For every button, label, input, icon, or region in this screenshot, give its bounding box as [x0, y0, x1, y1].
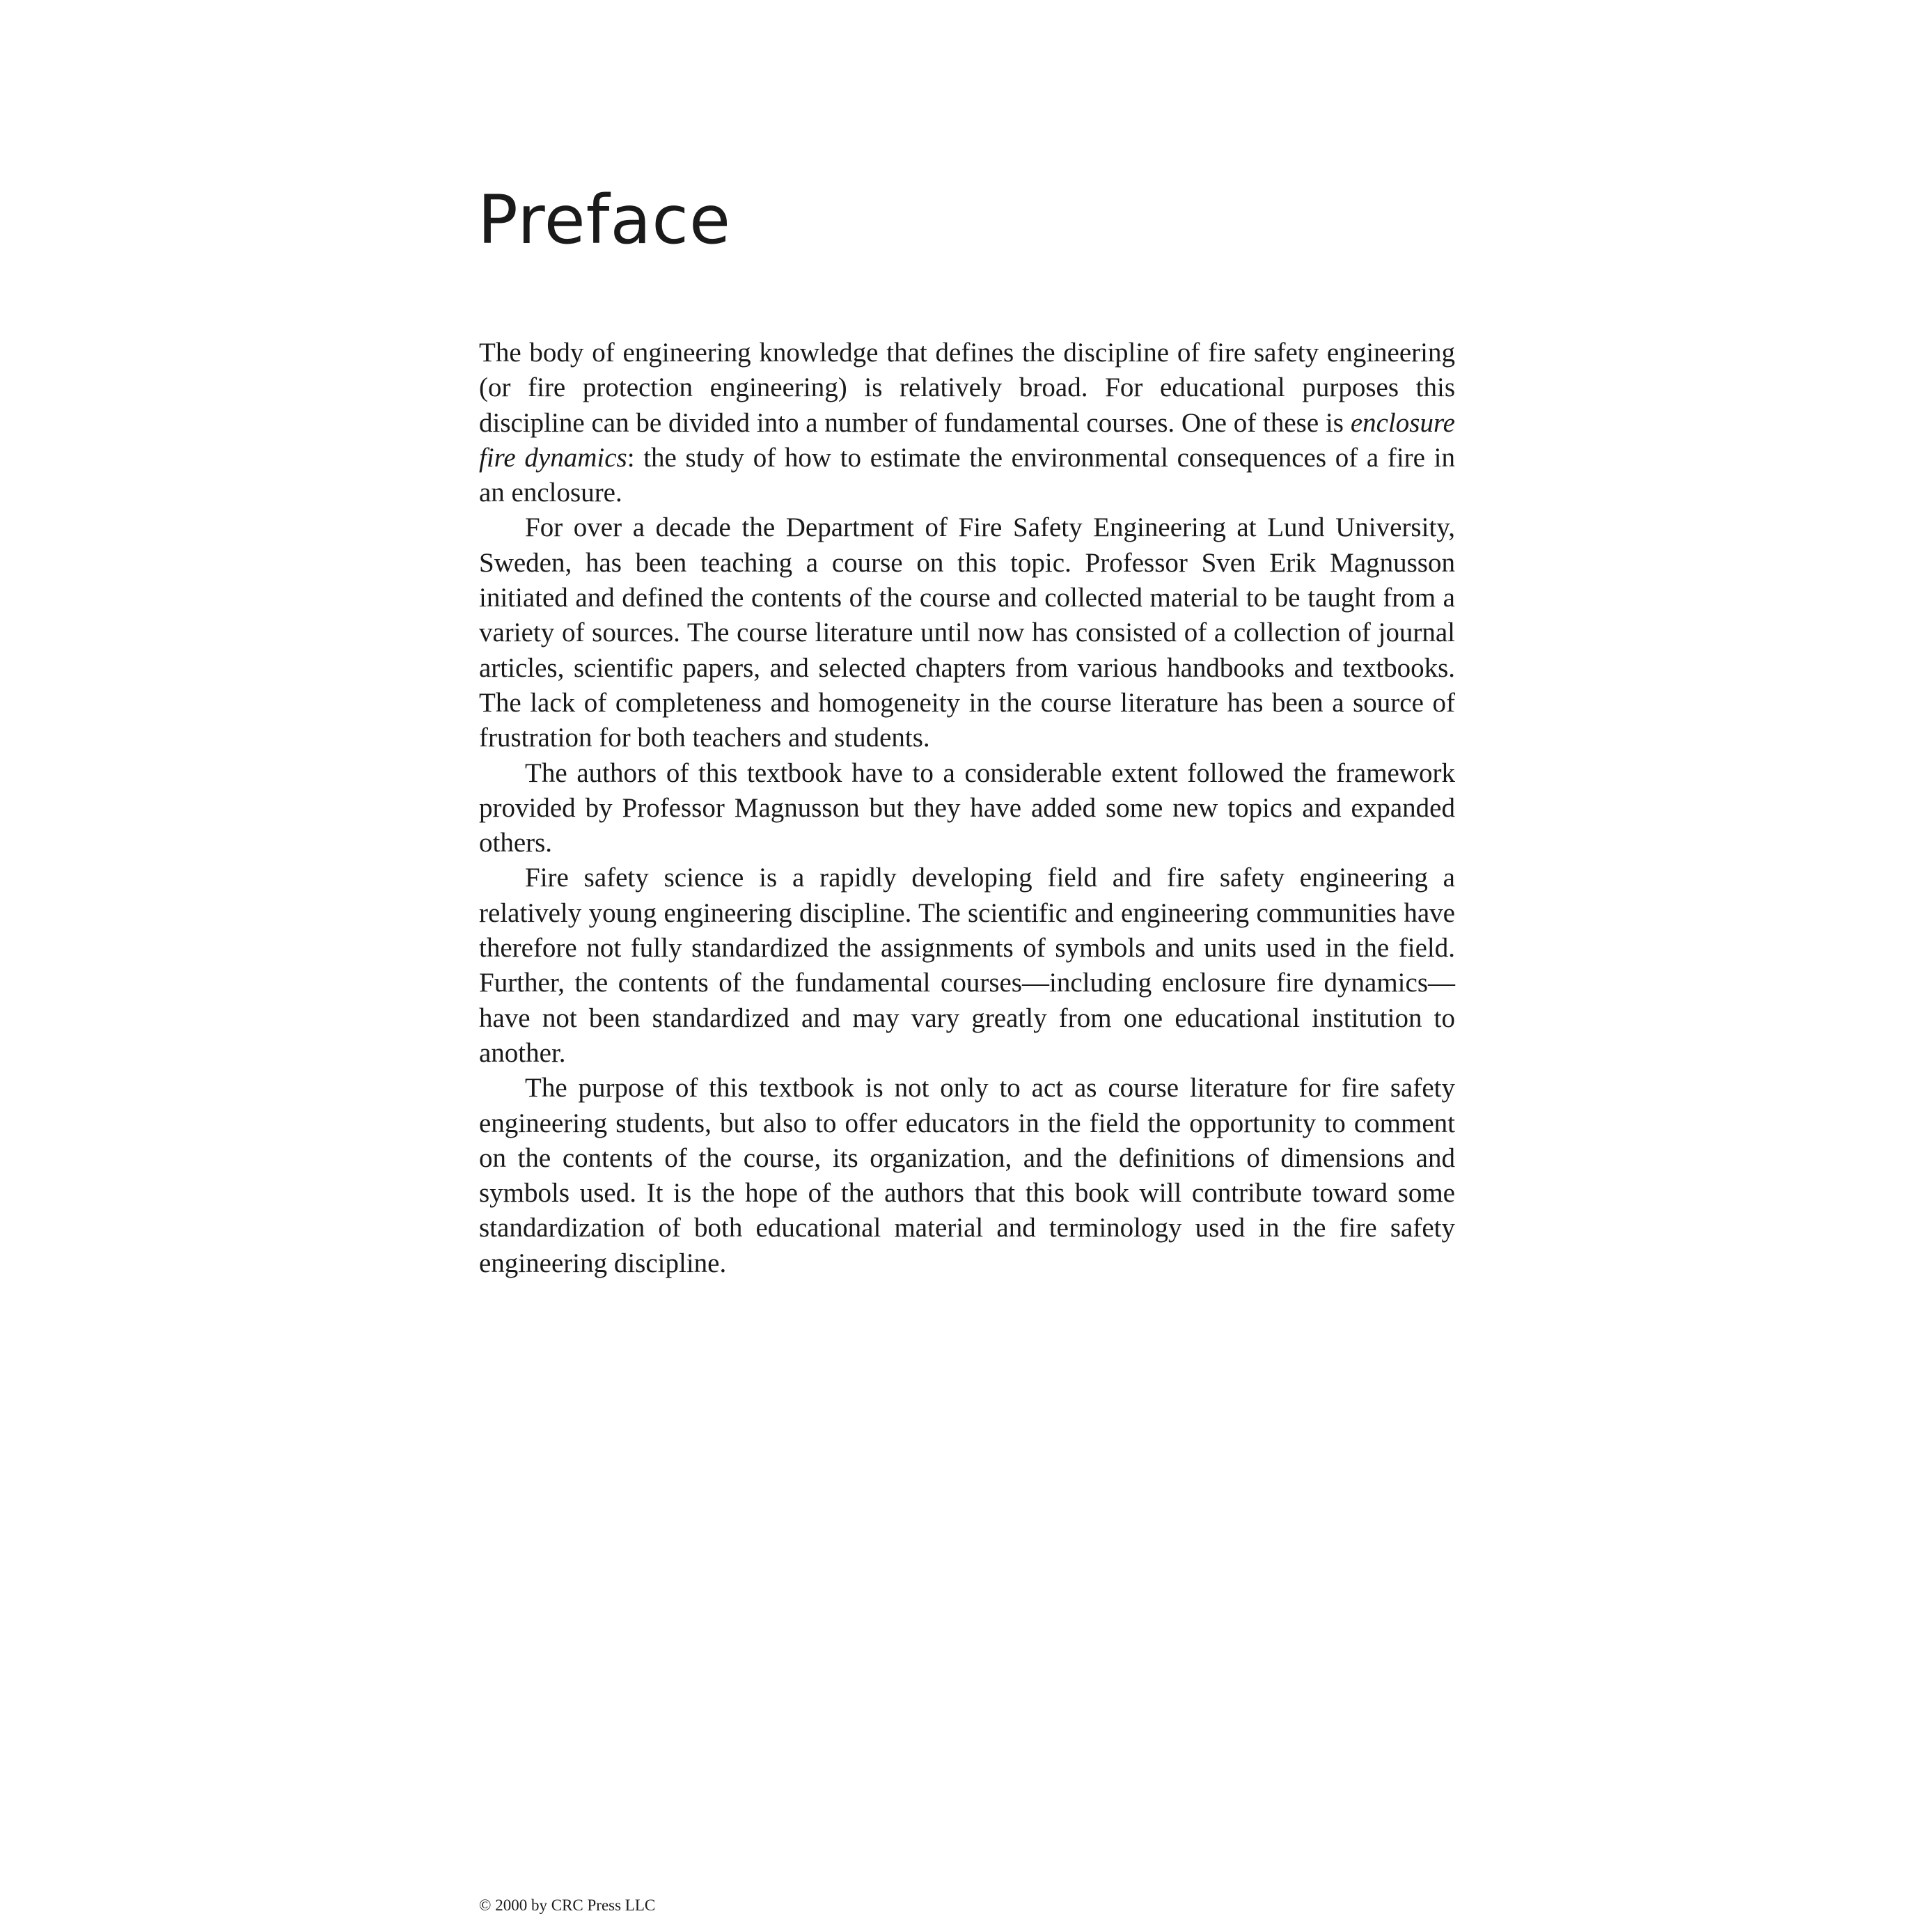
paragraph-1-lead: The body of engineering knowledge that defines the discipline of fire safety engineering (or fire protection engineering) is relatively broad. For educational purposes this discipline can be divided into a number of fundamental courses. One of these is	[479, 338, 1455, 438]
page-title: Preface	[478, 181, 732, 259]
paragraph-1-emphasis: enclosure fire dynamics	[479, 407, 1455, 473]
copyright-footer: © 2000 by CRC Press LLC	[479, 1896, 656, 1914]
paragraph-4: Fire safety science is a rapidly developing field and fire safety engineering a relatively young engineering discipline. The scientific and engineering communities have therefore not fully standardized the assignments of symbols and units used in the field. Further, the contents of the fundamental courses—including enclosure fire dynamics—have not been standardized and may vary greatly from one educational institution to another.	[479, 863, 1455, 1068]
preface-body	[479, 336, 1455, 1281]
paragraph-1-tail: : the study of how to estimate the environmental consequences of a fire in an enclosure.	[479, 442, 1455, 508]
paragraph-2: For over a decade the Department of Fire Safety Engineering at Lund University, Sweden, has been teaching a course on this topic. Professor Sven Erik Magnusson initiated and defined the contents of the course and collected material to be taught from a variety of sources. The course literature until now has consisted of a collection of journal articles, scientific papers, and selected chapters from various handbooks and textbooks. The lack of completeness and homogeneity in the course literature has been a source of frustration for both teachers and students.	[479, 512, 1455, 753]
paragraph-1	[479, 336, 1455, 510]
paragraph-3: The authors of this textbook have to a considerable extent followed the framework provided by Professor Magnusson but they have added some new topics and expanded others.	[479, 757, 1455, 858]
paragraph-5: The purpose of this textbook is not only to act as course literature for fire safety engineering students, but also to offer educators in the field the opportunity to comment on the contents of the course, its organization, and the definitions of dimensions and symbols used. It is the hope of the authors that this book will contribute toward some standardization of both educational material and terminology used in the fire safety engineering discipline.	[479, 1073, 1455, 1278]
